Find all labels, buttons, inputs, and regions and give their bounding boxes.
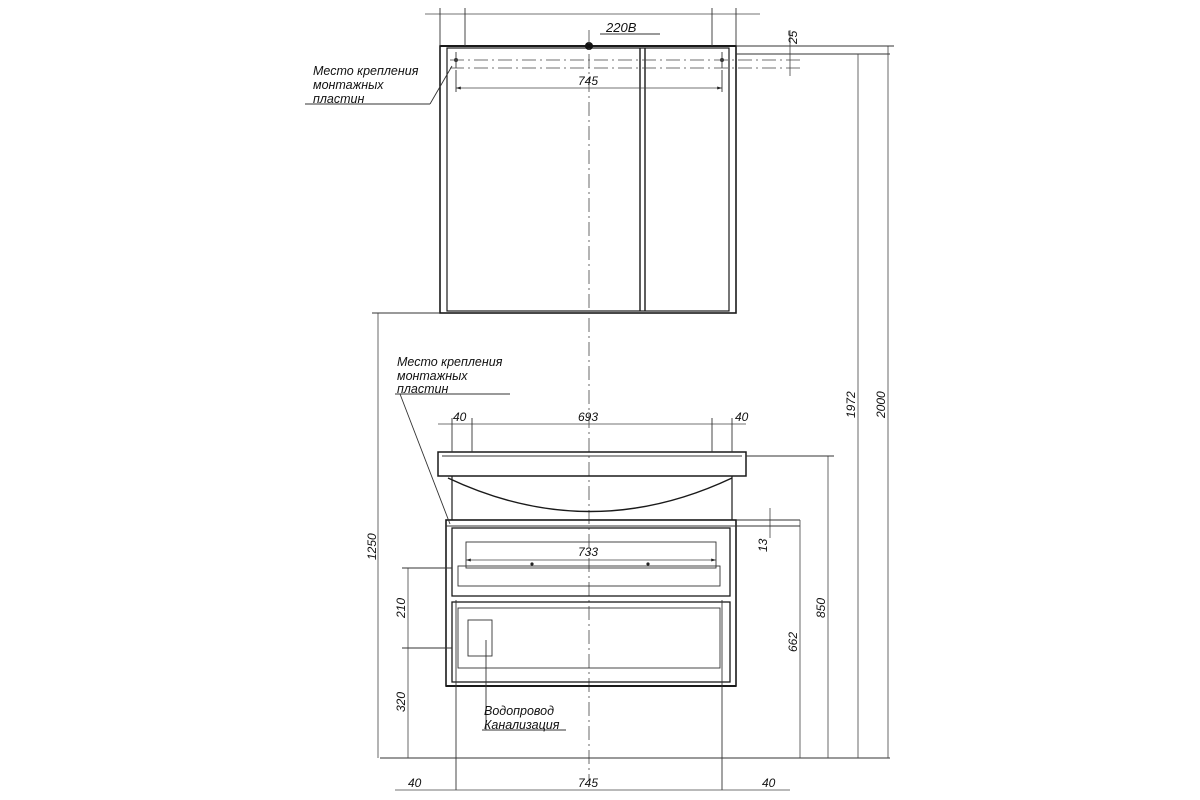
mirror-cabinet <box>440 42 800 313</box>
mid-note-line1: Место крепления <box>397 355 503 369</box>
top-note-line2: монтажных <box>313 78 384 92</box>
dim-13: 13 <box>756 538 770 552</box>
dim-745-top: 745 <box>578 74 599 88</box>
dim-40-bottom-left: 40 <box>408 776 422 790</box>
top-dimensions <box>425 8 890 92</box>
dim-733: 733 <box>578 545 599 559</box>
dim-693: 693 <box>578 410 599 424</box>
dim-1250: 1250 <box>365 533 379 560</box>
top-note-line1: Место крепления <box>313 64 419 78</box>
basin-dimensions <box>438 418 746 560</box>
top-note <box>305 64 452 106</box>
dim-662: 662 <box>786 631 800 652</box>
dim-1972: 1972 <box>844 391 858 418</box>
dim-210: 210 <box>394 597 408 618</box>
dim-2000: 2000 <box>874 391 888 418</box>
dim-850: 850 <box>814 597 828 618</box>
dim-40-left: 40 <box>453 410 467 424</box>
dim-320: 320 <box>394 691 408 712</box>
mid-note-line2: монтажных <box>397 369 468 383</box>
top-note-line3: пластин <box>313 92 365 106</box>
power-label: 220В <box>606 20 637 35</box>
vanity-unit <box>380 452 890 790</box>
dim-25: 25 <box>786 30 800 44</box>
bottom-note-line1: Водопровод <box>484 704 555 718</box>
right-height-dimensions <box>736 46 894 758</box>
dim-745-bottom: 745 <box>578 776 599 790</box>
dim-40-right: 40 <box>735 410 749 424</box>
dim-40-bottom-right: 40 <box>762 776 776 790</box>
bottom-note-line2: Канализация <box>484 718 560 732</box>
mid-note-line3: пластин <box>397 382 449 396</box>
